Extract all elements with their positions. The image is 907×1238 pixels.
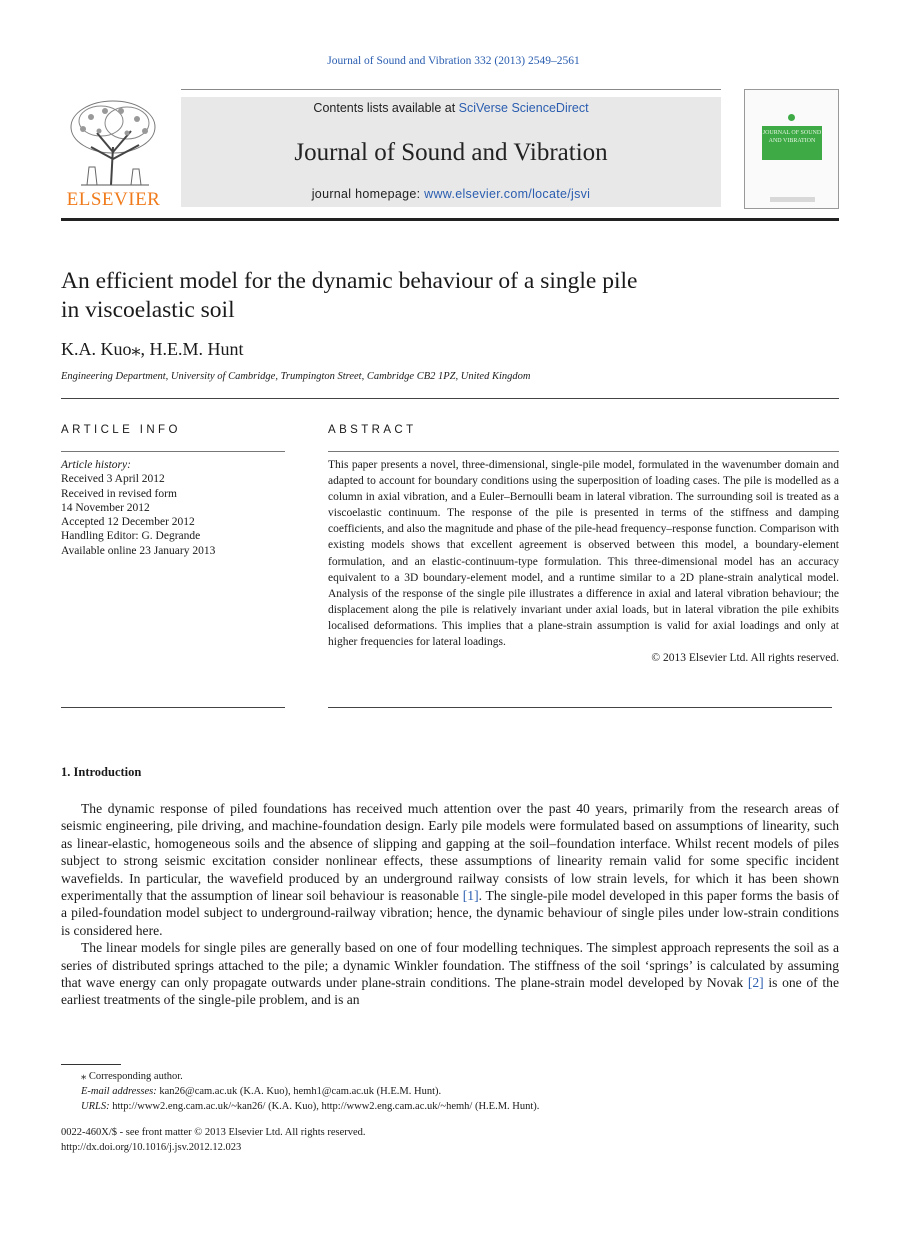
history-item: 14 November 2012 xyxy=(61,501,150,514)
elsevier-wordmark: ELSEVIER xyxy=(66,189,161,210)
intro-p2-text-cont: is one of the earliest treatments of the single-pile problem, and is an xyxy=(61,975,839,1008)
history-item: Received in revised form xyxy=(61,487,177,500)
article-title xyxy=(61,267,841,325)
article-history xyxy=(61,458,285,558)
journal-masthead xyxy=(61,89,839,211)
title-divider xyxy=(61,398,839,399)
email-note xyxy=(61,1084,839,1099)
cover-title-band: JOURNAL OF SOUND AND VIBRATION xyxy=(762,126,822,160)
abstract-end-rule xyxy=(328,707,832,708)
title-line-1: An efficient model for the dynamic behaviour of a single pile xyxy=(61,268,638,294)
journal-banner xyxy=(181,97,721,207)
journal-cover-thumbnail[interactable] xyxy=(744,89,839,209)
article-info-rule xyxy=(61,451,285,452)
abstract-text: This paper presents a novel, three-dimensional, single-pile model, formulated in the wavenumber domain and adapted to account for boundary conditions using the superposition of loading cases. The pile is modelled as a column in axial vibration, and a Euler–Bernoulli beam in lateral vibration. The surrounding soil is treated as a viscoelastic continuum. The response of the pile is presented in terms of the stiffness and damping coefficients, and also the magnitude and phase of the pile-head frequency–response function. Comparison with existing models shows that excellent agreement is observed between this model, a boundary-element formulation, and an elastic-continuum-type formulation. This three-dimensional model has an accuracy equivalent to a 3D boundary-element model, and a runtime similar to a 2D plane-strain analytical model. Analysis of the response of the single pile illustrates a difference in axial and lateral vibration behaviour; the displacement along the pile is relatively invariant under axial loads, but in lateral vibration the pile exhibits localised deformations. This implies that a plane-strain assumption is valid for axial loadings and only at higher frequencies for lateral loadings. xyxy=(328,459,839,649)
intro-p1-text-cont: . The single-pile model developed in this paper forms the basis of a piled-foundation model subject to underground-railway vibration; hence, the dynamic behaviour of single piles under low-strain conditions is considered here. xyxy=(61,888,839,938)
homepage-link[interactable]: www.elsevier.com/locate/jsvi xyxy=(424,187,591,201)
elsevier-logo[interactable] xyxy=(61,97,166,211)
intro-p2-text: The linear models for single piles are generally based on one of four modelling techniques. The simplest approach represents the soil as a series of distributed springs attached to the pile; a dynamic Winkler foundation. The stiffness of the soil ‘springs’ is calculated by assuming that wave energy can only propagate outwards under plane-strain conditions. The plane-strain model developed by Novak xyxy=(61,940,839,991)
journal-citation[interactable]: Journal of Sound and Vibration 332 (2013) 2549–2561 xyxy=(327,55,580,67)
doi-link[interactable]: http://dx.doi.org/10.1016/j.jsv.2012.12.023 xyxy=(61,1142,242,1153)
contents-line xyxy=(181,101,721,115)
issn-line: 0022-460X/$ - see front matter © 2013 Elsevier Ltd. All rights reserved. xyxy=(61,1127,366,1138)
urls-label: URLS: xyxy=(81,1101,110,1112)
footnotes xyxy=(61,1069,839,1114)
abstract-copyright: © 2013 Elsevier Ltd. All rights reserved. xyxy=(651,652,839,665)
urls-note xyxy=(61,1099,839,1114)
journal-title: Journal of Sound and Vibration xyxy=(294,139,608,166)
article-info-heading: ARTICLE INFO xyxy=(61,424,181,436)
section-heading-introduction: 1. Introduction xyxy=(61,765,142,779)
urls-text[interactable]: http://www2.eng.cam.ac.uk/~kan26/ (K.A. Kuo), http://www2.eng.cam.ac.uk/~hemh/ (H.E.M. Hunt). xyxy=(109,1101,540,1112)
history-item: Available online 23 January 2013 xyxy=(61,544,216,557)
intro-paragraph-1 xyxy=(61,800,839,939)
introduction-body xyxy=(61,800,839,1009)
intro-p1-text: The dynamic response of piled foundations has received much attention over the past 40 years, primarily from the research areas of seismic engineering, pile driving, and machine-foundation design. Early pile models were formulated based on assumptions of linearity, such as linear-elastic, homogeneous soils and the absence of slipping and gapping at the soil–foundation interface. Whilst recent models of piles subject to strong seismic excitation consider nonlinear effects, these assumptions of linearity remain valid for some specific incident wavefields. In particular, the wavefield produced by an underground railway consists of low strain levels, for which it has been shown experimentally that the assumption of linear soil behaviour is reasonable xyxy=(61,801,839,904)
corresponding-author-note: ⁎ Corresponding author. xyxy=(81,1071,183,1082)
homepage-line xyxy=(181,187,721,201)
history-item: Accepted 12 December 2012 xyxy=(61,516,195,529)
homepage-prefix: journal homepage: xyxy=(311,187,425,201)
abstract-rule xyxy=(328,451,839,452)
author-affiliation: Engineering Department, University of Cambridge, Trumpington Street, Cambridge CB2 1PZ, United Kingdom xyxy=(61,371,531,382)
intro-paragraph-2 xyxy=(61,939,839,1009)
masthead-top-rule xyxy=(181,89,721,90)
cover-footer-bar xyxy=(770,197,815,202)
reference-link-1[interactable]: [1] xyxy=(462,888,479,904)
history-label: Article history: xyxy=(61,459,131,471)
history-item: Received 3 April 2012 xyxy=(61,473,165,486)
history-item: Handling Editor: G. Degrande xyxy=(61,530,201,543)
author-list[interactable]: K.A. Kuo⁎, H.E.M. Hunt xyxy=(61,339,244,359)
reference-link-2[interactable]: [2] xyxy=(747,975,764,991)
contents-prefix: Contents lists available at xyxy=(313,101,459,115)
footnote-rule xyxy=(61,1064,121,1065)
abstract xyxy=(328,457,839,666)
abstract-heading: ABSTRACT xyxy=(328,424,417,436)
email-text[interactable]: kan26@cam.ac.uk (K.A. Kuo), hemh1@cam.ac.uk (H.E.M. Hunt). xyxy=(156,1086,442,1097)
sciencedirect-link[interactable]: SciVerse ScienceDirect xyxy=(458,101,589,115)
elsevier-tree-icon xyxy=(61,97,166,189)
cover-logo-icon xyxy=(788,114,795,121)
email-label: E-mail addresses: xyxy=(81,1086,157,1097)
front-matter xyxy=(61,1125,366,1155)
title-line-2: in viscoelastic soil xyxy=(61,297,235,323)
masthead-divider xyxy=(61,218,839,221)
article-info-end-rule xyxy=(61,707,285,708)
